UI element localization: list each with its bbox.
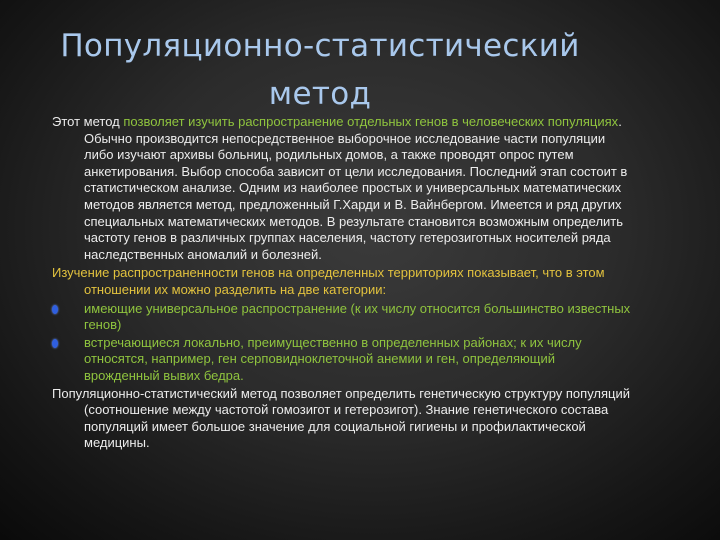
paragraph-1-highlight: позволяет изучить распространение отдельных генов в человеческих популяциях — [123, 114, 619, 129]
paragraph-1-start: Этот метод — [52, 114, 124, 129]
bullet-item-text: встречающиеся локально, преимущественно в определенных районах; к их числу относятся, например, ген серповидноклеточной анемии и ген, определяющий врожденный вывих бедра. — [84, 334, 582, 383]
bullet-dot-icon — [52, 305, 58, 314]
slide-title-line-2: метод — [268, 76, 372, 112]
slide-title-line-1: Популяционно-статистический — [60, 28, 580, 64]
slide-title — [40, 22, 600, 118]
slide-body — [52, 114, 632, 454]
bullet-item-local — [52, 335, 632, 385]
paragraph-conclusion: Популяционно-статистический метод позволяет определить генетическую структуру популяций (соотношение между частотой гомозигот и гетерозигот). Знание генетического состава популяций имеет большое значение для социальной гигиены и профилактической медицины. — [52, 385, 631, 451]
paragraph-method-description — [52, 114, 632, 263]
bullet-item-universal — [52, 301, 632, 334]
paragraph-1-rest: . Обычно производится непосредственное выборочное исследование части популяции либо изучают архивы больниц, родильных домов, а также проводят опрос путем анкетирования. Выбор способа зависит от цели исследования. Последний этап состоит в статистическом анализе. Одним из наиболее простых и универсальных математических методов является метод, предложенный Г.Харди и В. Вайнбергом. Имеется и ряд других специальных математических методов. В результате становится возможным определить частоту генов в различных группах населения, частоту гетерозиготных носителей ряда наследственных аномалий и болезней. — [84, 114, 628, 262]
paragraph-gene-distribution: Изучение распространенности генов на определенных территориях показывает, что в этом отношении их можно разделить на две категории: — [52, 265, 605, 297]
bullet-item-text: имеющие универсальное распространение (к их числу относится большинство известных генов) — [84, 300, 631, 333]
bullet-dot-icon — [52, 339, 58, 348]
